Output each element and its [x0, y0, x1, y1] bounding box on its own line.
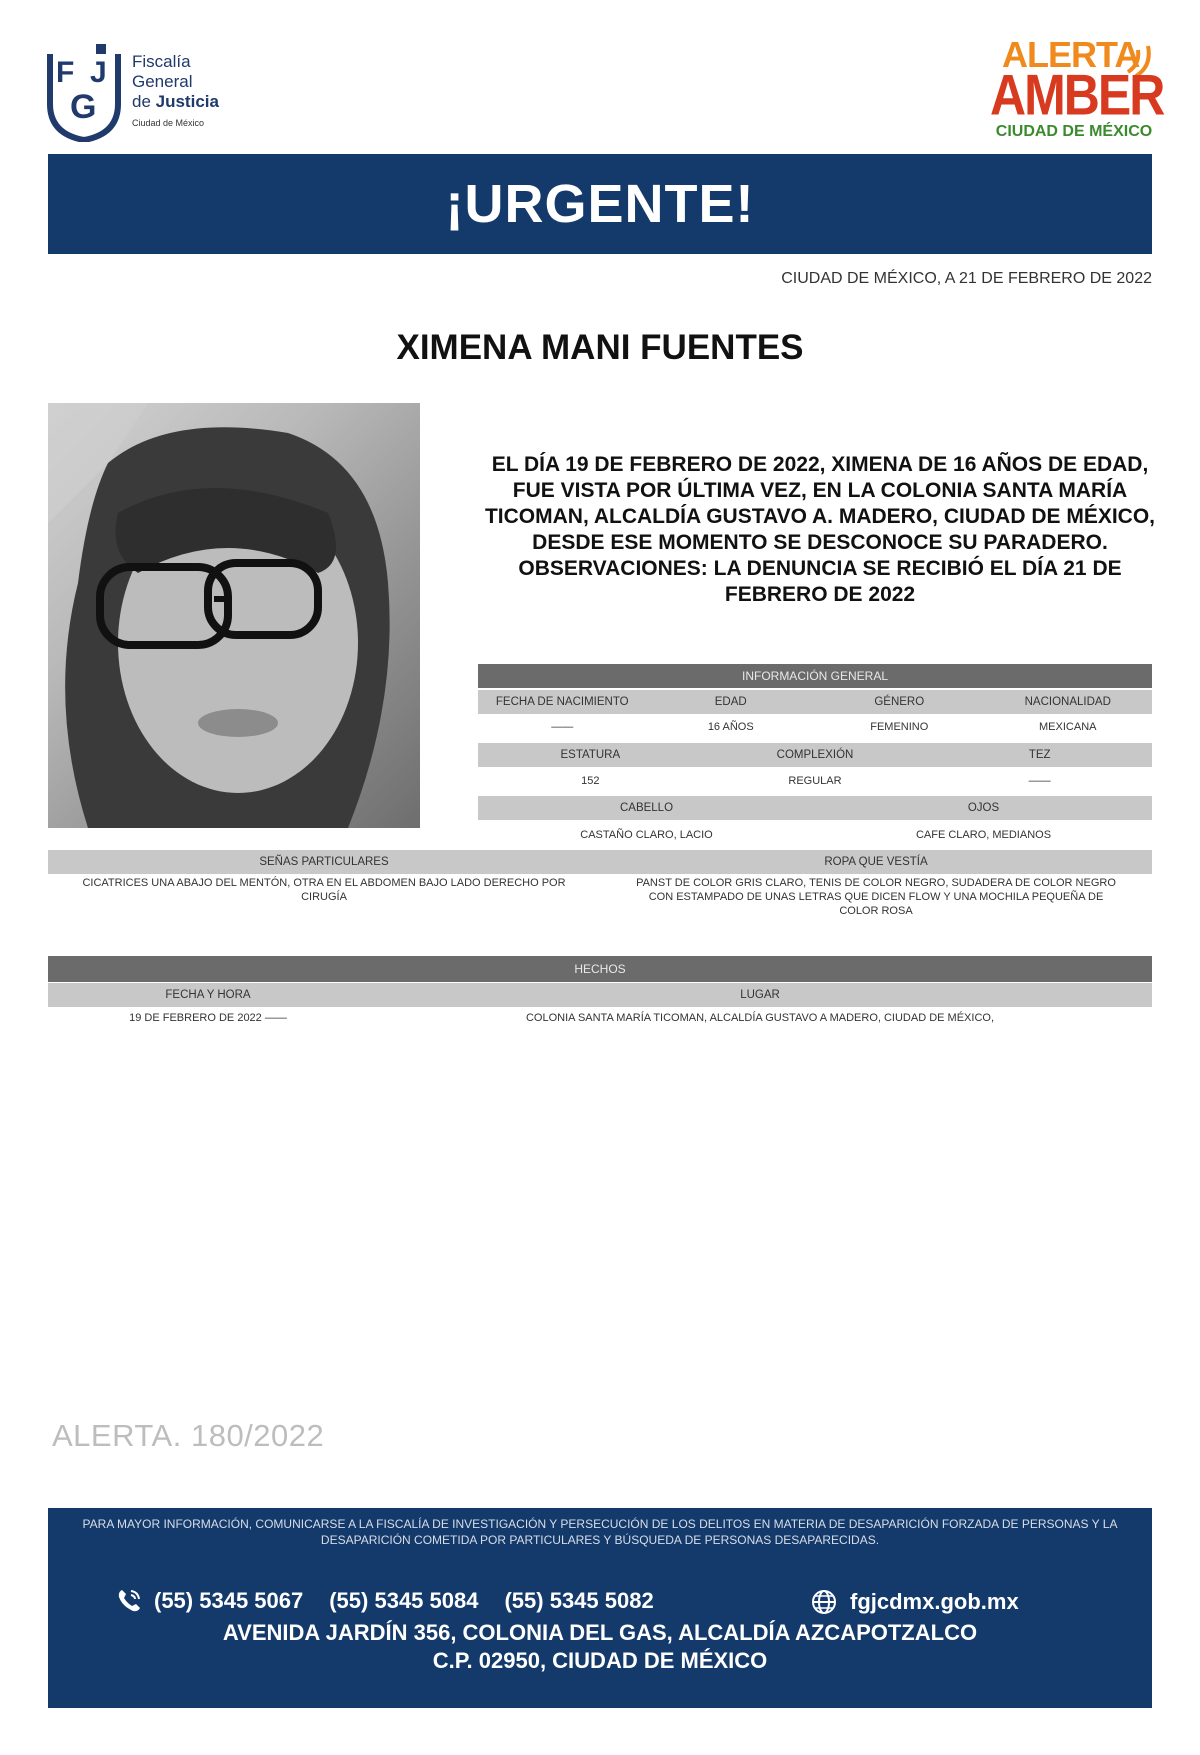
value-senas-particulares: CICATRICES UNA ABAJO DEL MENTÓN, OTRA EN EL ABDOMEN BAJO LADO DERECHO POR CIRUGÍA [82, 877, 566, 903]
fgj-line1: Fiscalía [132, 52, 191, 71]
amber-line3: CIUDAD DE MÉXICO [995, 123, 1153, 140]
phone-list [116, 1588, 680, 1614]
info-header-row-3 [478, 796, 1152, 820]
value-ojos: CAFE CLARO, MEDIANOS [915, 829, 1052, 841]
header-senas-particulares: SEÑAS PARTICULARES [259, 856, 389, 868]
info-general-title: INFORMACIÓN GENERAL [478, 664, 1152, 688]
header-cabello: CABELLO [619, 802, 674, 814]
info-header-row-1 [478, 690, 1152, 714]
fgj-logo [46, 44, 246, 148]
value-fecha-nacimiento: —— [551, 721, 574, 733]
date-line: CIUDAD DE MÉXICO, A 21 DE FEBRERO DE 2022 [781, 270, 1152, 287]
value-nacionalidad: MEXICANA [1039, 721, 1097, 733]
value-genero: FEMENINO [870, 721, 929, 733]
hechos-data-row [48, 1008, 1152, 1028]
info-data-row-2 [478, 770, 1152, 792]
hechos-header-row [48, 983, 1152, 1007]
header-ojos: OJOS [967, 802, 1000, 814]
website-link[interactable]: fgjcdmx.gob.mx [850, 1589, 1019, 1614]
svg-text:J: J [90, 56, 107, 89]
header-nacionalidad: NACIONALIDAD [1024, 696, 1111, 708]
header-fecha-hora: FECHA Y HORA [165, 989, 251, 1001]
hechos-title: HECHOS [48, 956, 1152, 982]
fgj-line3-prefix: de [132, 92, 156, 111]
amber-line1: ALERTA [1002, 34, 1140, 75]
info-data-row-3 [478, 824, 1152, 846]
fgj-line4: Ciudad de México [132, 118, 205, 128]
value-tez: —— [1028, 775, 1051, 787]
value-fecha-hora: 19 DE FEBRERO DE 2022 —— [129, 1012, 287, 1024]
info-header-row-2 [478, 743, 1152, 767]
value-cabello: CASTAÑO CLARO, LACIO [580, 829, 713, 841]
globe-icon [810, 1588, 838, 1616]
info-header-row-4 [48, 850, 1152, 874]
fgj-line3-bold: Justicia [155, 92, 219, 111]
address-line-1: AVENIDA JARDÍN 356, COLONIA DEL GAS, ALCALDÍA AZCAPOTZALCO [222, 1620, 978, 1645]
amber-line2: AMBER [990, 62, 1164, 128]
info-data-row-1 [478, 716, 1152, 738]
fgj-line3 [132, 92, 219, 112]
value-estatura: 152 [581, 775, 600, 787]
phone-number-3[interactable]: (55) 5345 5082 [504, 1588, 654, 1613]
urgent-banner: ¡URGENTE! [48, 154, 1152, 254]
missing-person-photo [48, 403, 420, 828]
header-ropa-que-vestia: ROPA QUE VESTÍA [824, 856, 928, 868]
website [810, 1588, 1019, 1616]
header-tez: TEZ [1028, 749, 1051, 761]
header-lugar: LUGAR [740, 989, 780, 1001]
portrait-image [48, 403, 420, 828]
info-data-row-4 [48, 876, 1152, 924]
fgj-wordmark [132, 52, 219, 130]
footer-info-text: PARA MAYOR INFORMACIÓN, COMUNICARSE A LA FISCALÍA DE INVESTIGACIÓN Y PERSECUCIÓN DE LOS DELITOS EN MATERIA DE DESAPARICIÓN FORZADA DE PERSONAS Y LA DESAPARICIÓN COMETIDA POR PARTICULARES Y BÚSQUEDA DE PERSONAS DESAPARECIDAS. [82, 1517, 1118, 1547]
header-estatura: ESTATURA [560, 749, 621, 761]
address-line-2: C.P. 02950, CIUDAD DE MÉXICO [432, 1648, 768, 1673]
value-ropa-que-vestia: PANST DE COLOR GRIS CLARO, TENIS DE COLOR NEGRO, SUDADERA DE COLOR NEGRO CON ESTAMPADO DE UNAS LETRAS QUE DICEN FLOW Y UNA MOCHILA PEQUEÑA DE COLOR ROSA [636, 877, 1116, 917]
fgj-line2: General [132, 72, 193, 91]
header-genero: GÉNERO [874, 696, 925, 708]
case-description: EL DÍA 19 DE FEBRERO DE 2022, XIMENA DE 16 AÑOS DE EDAD, FUE VISTA POR ÚLTIMA VEZ, EN LA COLONIA SANTA MARÍA TICOMAN, ALCALDÍA GUSTAVO A. MADERO, CIUDAD DE MÉXICO, DESDE ESE MOMENTO SE DESCONOCE SU PARADERO. OBSERVACIONES: LA DENUNCIA SE RECIBIÓ EL DÍA 21 DE FEBRERO DE 2022 [484, 453, 1156, 606]
contact-footer [48, 1508, 1152, 1708]
header-edad: EDAD [714, 696, 747, 708]
fgj-emblem-icon [46, 44, 122, 142]
svg-text:G: G [70, 88, 97, 126]
phone-icon [116, 1588, 142, 1614]
person-name: XIMENA MANI FUENTES [396, 328, 804, 367]
header-fecha-nacimiento: FECHA DE NACIMIENTO [495, 696, 629, 708]
phone-number-1[interactable]: (55) 5345 5067 [154, 1588, 304, 1613]
phone-number-2[interactable]: (55) 5345 5084 [329, 1588, 479, 1613]
value-complexion: REGULAR [788, 775, 842, 787]
value-edad: 16 AÑOS [707, 721, 754, 733]
alerta-amber-logo [990, 34, 1164, 148]
header-complexion: COMPLEXIÓN [776, 749, 854, 761]
value-lugar: COLONIA SANTA MARÍA TICOMAN, ALCALDÍA GUSTAVO A MADERO, CIUDAD DE MÉXICO, [525, 1012, 994, 1024]
alert-number: ALERTA. 180/2022 [52, 1418, 325, 1453]
svg-text:F: F [56, 56, 75, 89]
